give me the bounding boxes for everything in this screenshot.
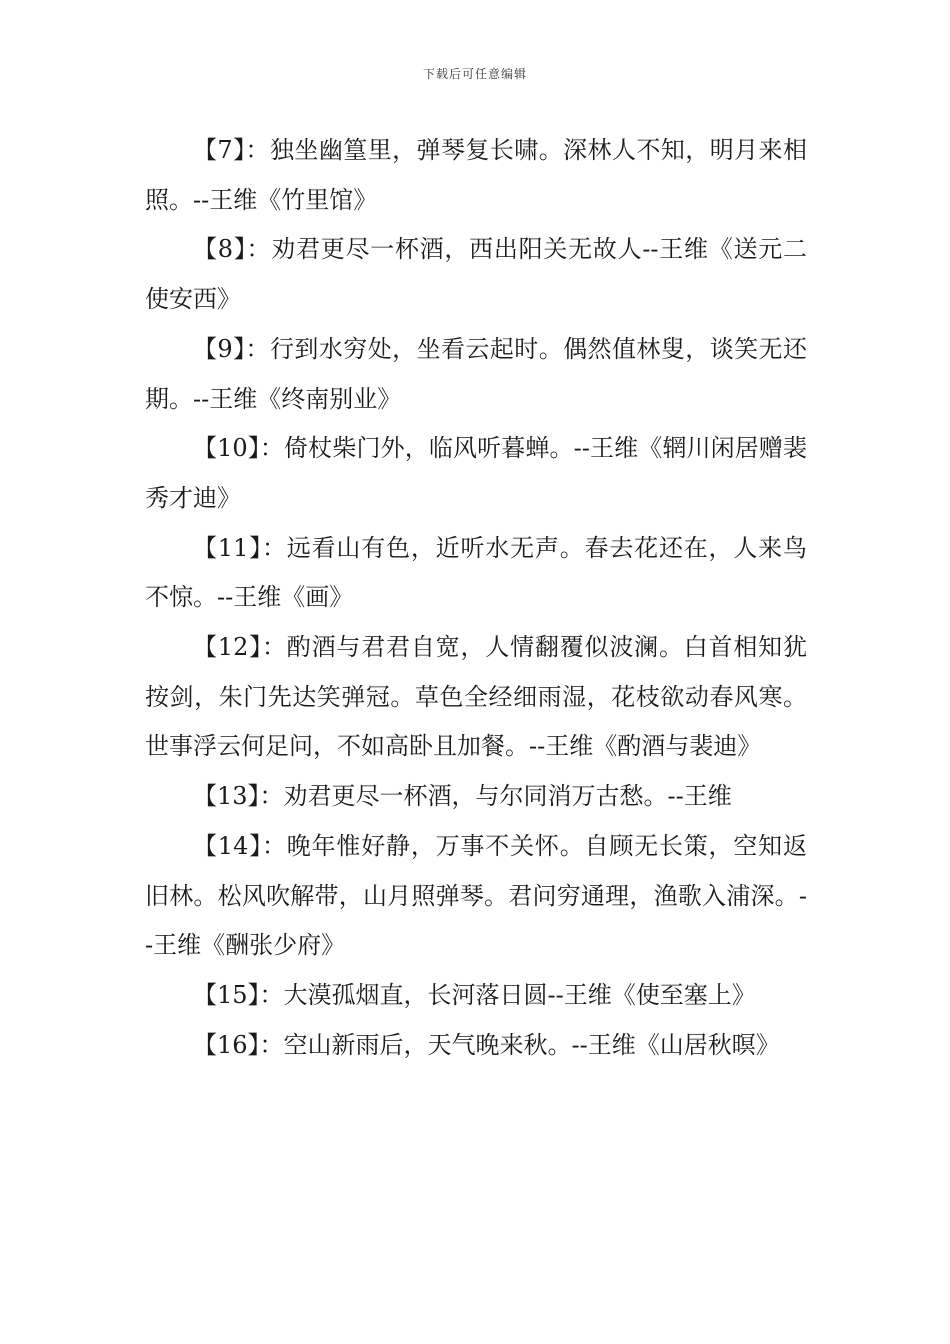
quote-entry-7: 【7】：独坐幽篁里，弹琴复长啸。深林人不知，明月来相照。--王维《竹里馆》: [145, 136, 807, 214]
quote-entry-12: 【12】：酌酒与君君自宽，人情翻覆似波澜。白首相知犹按剑，朱门先达笑弹冠。草色全经细雨湿，花枝欲动春风寒。世事浮云何足问，不如高卧且加餐。--王维《酌酒与裴迪》: [145, 633, 807, 761]
quote-entry-8: 【8】：劝君更尽一杯酒，西出阳关无故人--王维《送元二使安西》: [145, 235, 807, 314]
page-header: 下载后可任意编辑: [422, 67, 527, 81]
quote-entry-10: 【10】：倚杖柴门外，临风听暮蝉。--王维《辋川闲居赠裴秀才迪》: [145, 434, 807, 512]
quote-entry-11: 【11】：远看山有色，近听水无声。春去花还在，人来鸟不惊。--王维《画》: [145, 533, 807, 612]
quote-entry-15: 【15】：大漠孤烟直，长河落日圆--王维《使至塞上》: [193, 980, 756, 1009]
quote-entry-9: 【9】：行到水穷处，坐看云起时。偶然值林叟，谈笑无还期。--王维《终南别业》: [145, 334, 807, 413]
quote-entry-16: 【16】：空山新雨后，天气晚来秋。--王维《山居秋暝》: [193, 1030, 780, 1059]
document-body: [145, 126, 807, 1070]
quote-entry-13: 【13】：劝君更尽一杯酒，与尔同消万古愁。--王维: [193, 782, 732, 811]
quote-entry-14: 【14】：晚年惟好静，万事不关怀。自顾无长策，空知返旧林。松风吹解带，山月照弹琴。君问穷通理，渔歌入浦深。--王维《酬张少府》: [145, 831, 807, 960]
